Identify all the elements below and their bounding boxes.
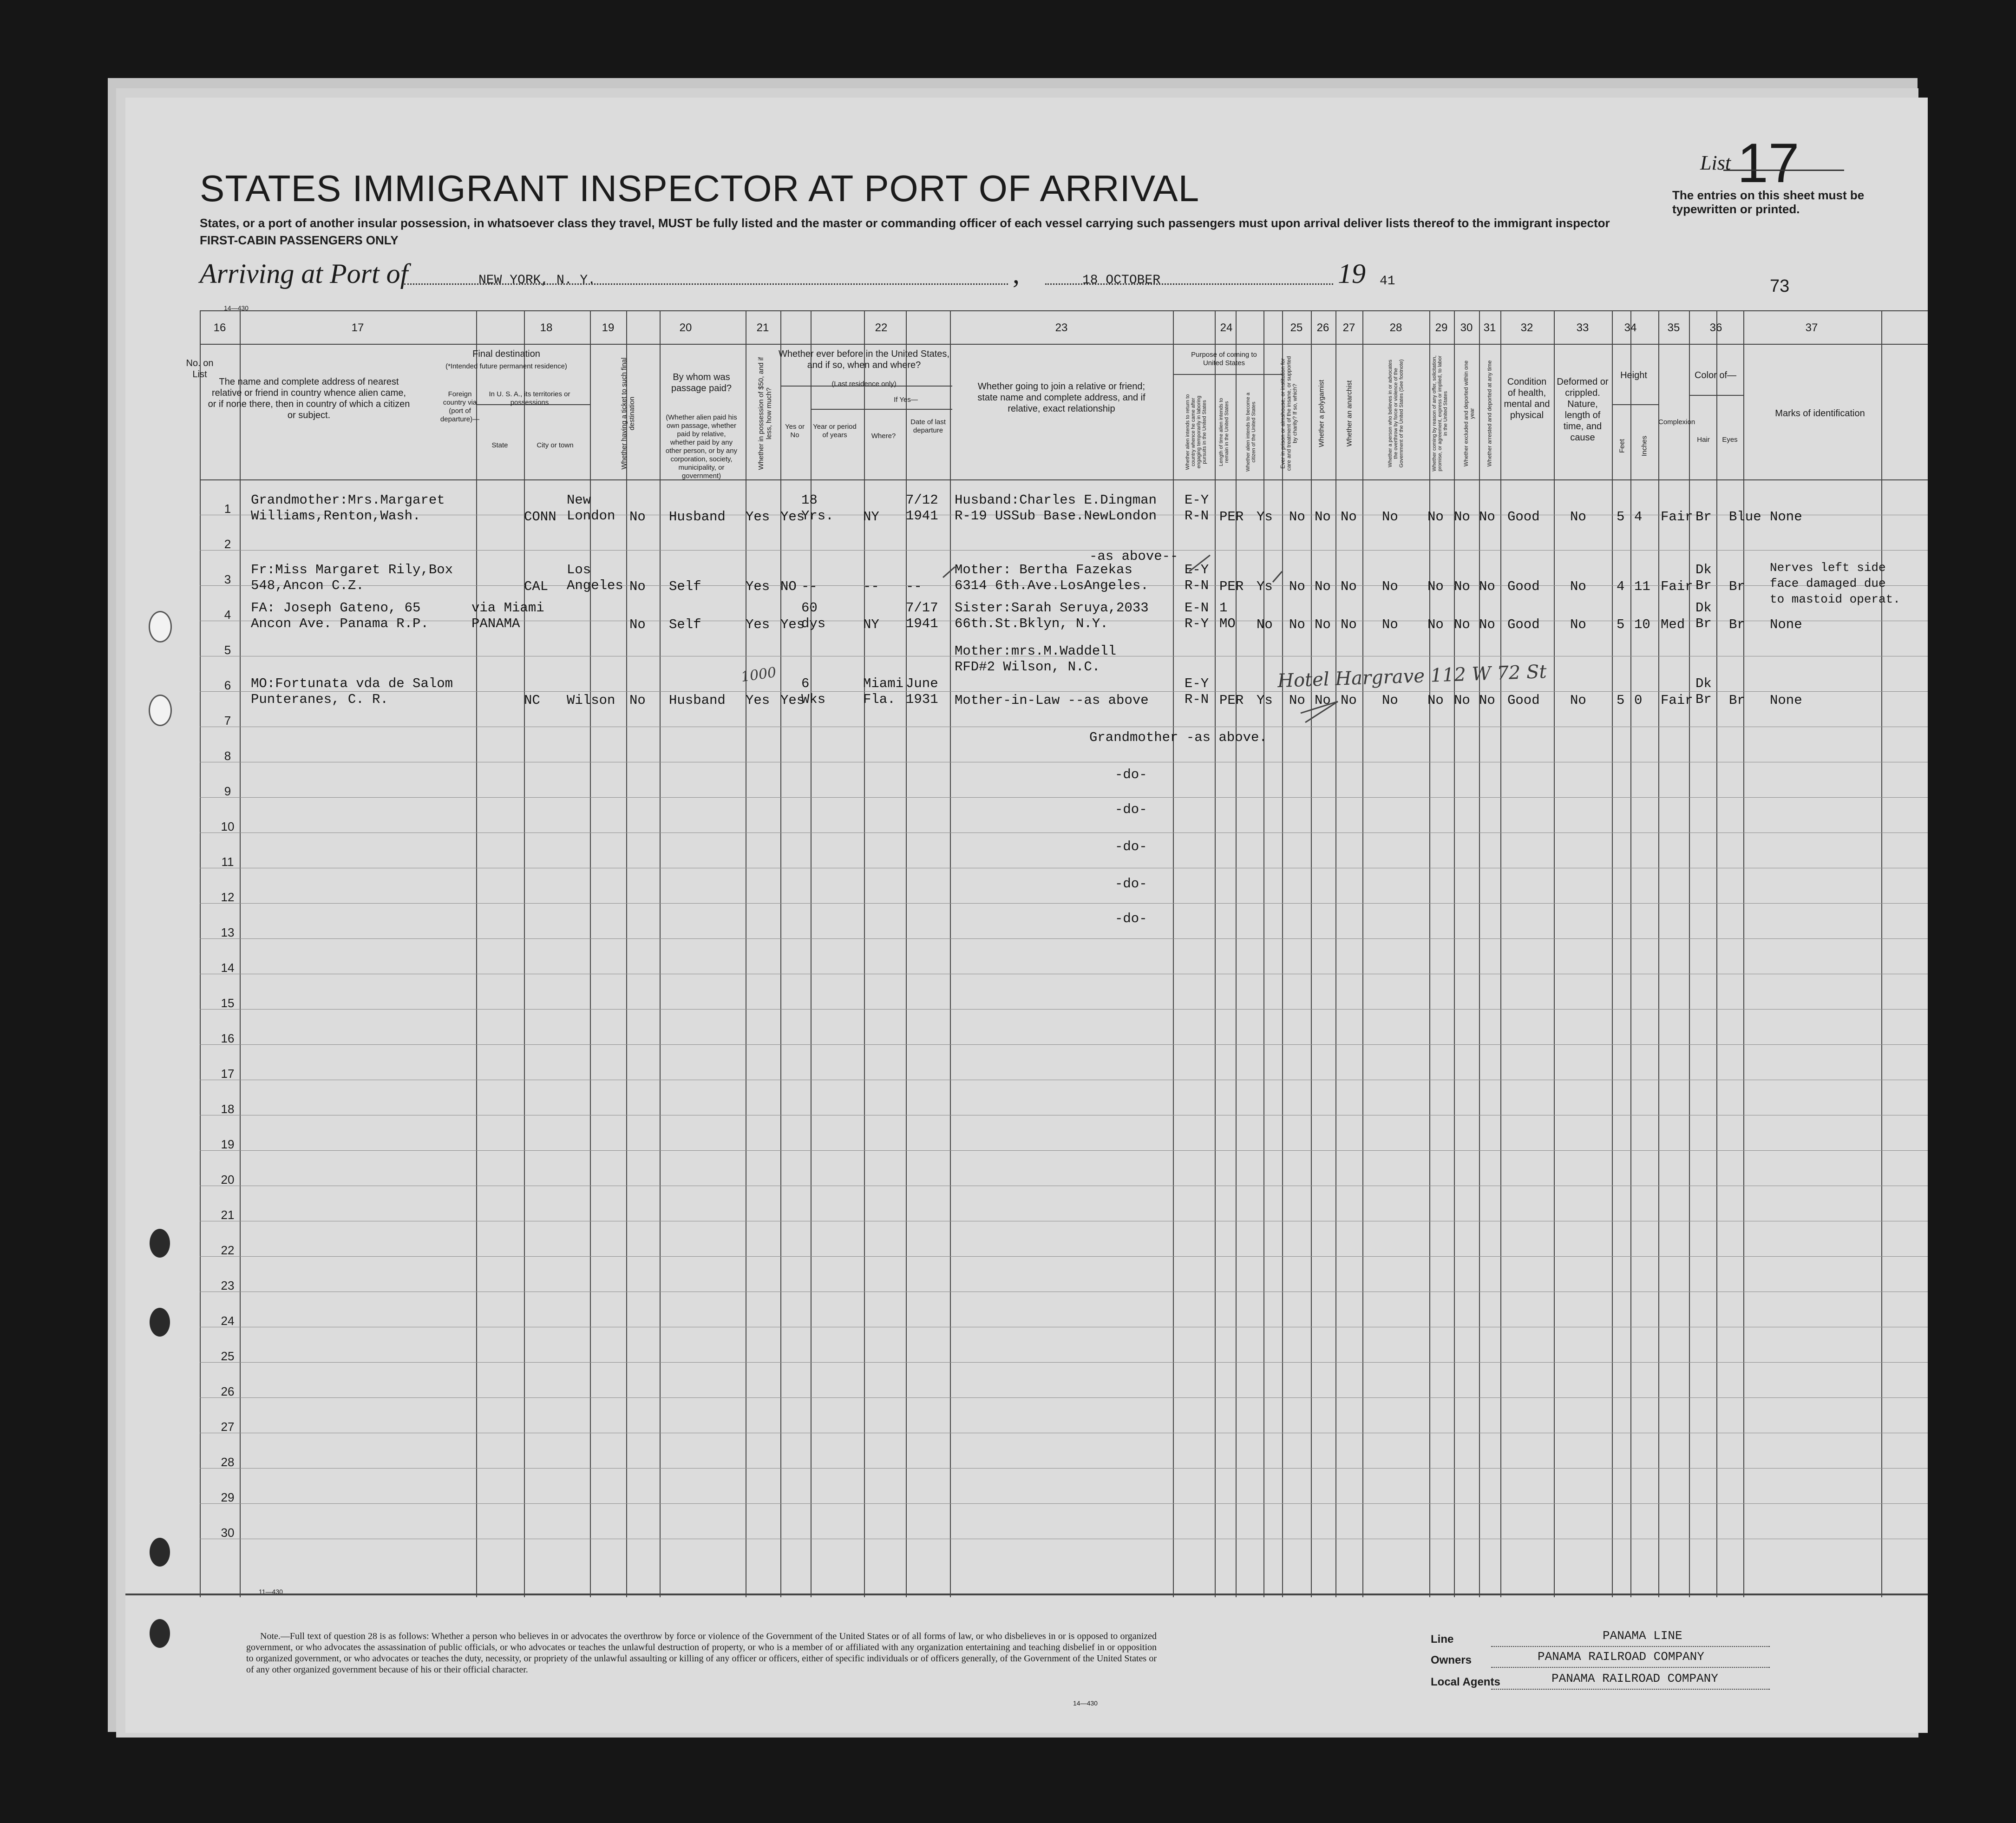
cell-health: Good — [1507, 617, 1540, 632]
cell-c17: Fr:Miss Margaret Rily,Box 548,Ancon C.Z. — [251, 562, 453, 593]
form-number: 11—430 — [259, 1588, 283, 1595]
row-number: 7 — [224, 714, 231, 728]
header-c18-state: State — [491, 441, 508, 449]
cell-city: New London — [567, 492, 615, 524]
line-label: Line — [1431, 1633, 1454, 1646]
cell-hair: Br — [1695, 509, 1712, 525]
row-rule — [200, 938, 1928, 939]
cell-prison: No — [1289, 617, 1305, 632]
column-number: 16 — [213, 321, 226, 334]
cell-prison: No — [1289, 509, 1305, 525]
cell-paid: Self — [669, 579, 701, 594]
cell-years: -- — [801, 579, 818, 594]
cell-departure: 7/12 1941 — [906, 492, 938, 524]
cell-before: Yes — [780, 509, 805, 525]
header-c20-note: (Whether alien paid his own passage, whether paid by relative, whether paid by any other person, or by any corporation, society, municipality, or government) — [665, 413, 738, 480]
cell-overthrow: No — [1382, 693, 1398, 708]
cell-years: 6 Wks — [801, 676, 826, 707]
row-number: 25 — [221, 1349, 235, 1363]
list-label: List — [1700, 151, 1731, 174]
header-c18: Final destination — [472, 349, 540, 359]
column-number: 37 — [1805, 321, 1818, 334]
check-mark — [1301, 702, 1338, 722]
list-number: 17 — [1737, 132, 1800, 194]
cell-where: NY — [863, 509, 879, 525]
cell-paid: Self — [669, 617, 701, 632]
row-number: 21 — [221, 1208, 235, 1222]
cell-join: -do- — [1115, 876, 1147, 892]
cell-offer: No — [1427, 617, 1444, 632]
header-c22-date: Date of last departure — [910, 418, 946, 434]
column-number: 32 — [1520, 321, 1533, 334]
cell-feet: 4 — [1617, 579, 1625, 594]
row-rule — [200, 1503, 1928, 1504]
cell-polygamist: No — [1315, 617, 1331, 632]
header-c22-yesno: Yes or No — [785, 423, 805, 439]
cell-join: -do- — [1115, 911, 1147, 926]
column-number: 17 — [351, 321, 364, 334]
cell-join: Mother-in-Law --as above — [955, 693, 1149, 708]
cell-c17: MO:Fortunata vda de Salom Punteranes, C. R. — [251, 676, 453, 707]
header-c24-length: Length of time alien intends to remain in the United States — [1218, 398, 1230, 466]
column-number: 28 — [1389, 321, 1402, 334]
cell-hair: Dk Br — [1695, 676, 1712, 707]
cell-purpose: E-N R-Y — [1185, 600, 1209, 631]
column-number: 30 — [1460, 321, 1473, 334]
row-number: 13 — [221, 925, 235, 939]
header-c33: Deformed or crippled. Nature, length of time, and cause — [1557, 377, 1609, 443]
cell-deformed: No — [1570, 579, 1586, 594]
header-c18-note: (*Intended future permanent residence) — [445, 362, 567, 370]
cell-anarchist: No — [1341, 617, 1357, 632]
cell-join: Sister:Sarah Seruya,2033 66th.St.Bklyn, N.Y. — [955, 600, 1149, 631]
cell-paid: Husband — [669, 509, 726, 525]
cell-ticket: No — [629, 617, 646, 632]
line-underline — [1491, 1646, 1770, 1647]
row-number: 9 — [224, 784, 231, 798]
cell-before: NO — [780, 579, 797, 594]
cell-feet: 5 — [1617, 509, 1625, 525]
cell-prison: No — [1289, 693, 1305, 708]
binder-hole — [150, 1538, 170, 1567]
column-number: 26 — [1316, 321, 1329, 334]
year-prefix: 19 — [1338, 258, 1366, 289]
cell-marks: None — [1770, 693, 1802, 708]
column-number: 22 — [875, 321, 888, 334]
cell-hair: Dk Br — [1695, 562, 1712, 593]
header-c18-foreign: Foreign country via (port of departure)— — [440, 390, 480, 423]
cell-ticket: No — [629, 579, 646, 594]
cell-departure: 7/17 1941 — [906, 600, 938, 631]
cell-fifty: Yes — [746, 617, 770, 632]
cell-anarchist: No — [1341, 509, 1357, 525]
row-number: 16 — [221, 1031, 235, 1045]
column-number: 33 — [1576, 321, 1589, 334]
row-number: 2 — [224, 537, 231, 551]
cell-deformed: No — [1570, 509, 1586, 525]
column-number: 34 — [1624, 321, 1637, 334]
cell-join: Mother:mrs.M.Waddell RFD#2 Wilson, N.C. — [955, 643, 1117, 675]
cell-inches: 0 — [1634, 693, 1643, 708]
cell-health: Good — [1507, 693, 1540, 708]
header-c18-city: City or town — [537, 441, 574, 449]
cell-before: Yes — [780, 617, 805, 632]
row-number: 19 — [221, 1137, 235, 1151]
header-c30: Whether excluded and deported within one year — [1463, 360, 1475, 467]
arriving-label: Arriving at Port of — [200, 258, 408, 289]
cell-anarchist: No — [1341, 579, 1357, 594]
cell-arrested: No — [1479, 579, 1495, 594]
header-c29: Whether coming by reason of any offer, solicitation, promise, or agreement, express or implied, to labor in the United States — [1432, 355, 1448, 472]
cell-marks: None — [1770, 617, 1802, 632]
cell-join: Husband:Charles E.Dingman R-19 USSub Base.NewLondon — [955, 492, 1157, 524]
row-number: 22 — [221, 1243, 235, 1257]
cell-citizen: Ys — [1257, 509, 1273, 525]
row-number: 18 — [221, 1102, 235, 1116]
cell-offer: No — [1427, 509, 1444, 525]
cell-overthrow: No — [1382, 509, 1398, 525]
row-number: 29 — [221, 1490, 235, 1504]
handwritten-hotel-note: Hotel Hargrave 112 W 72 St — [1277, 661, 1547, 692]
cell-where: Miami Fla. — [863, 676, 904, 707]
row-rule — [200, 1468, 1928, 1469]
row-rule — [200, 1044, 1928, 1045]
check-mark — [1273, 571, 1282, 582]
cell-inches: 4 — [1634, 509, 1643, 525]
cell-arrested: No — [1479, 509, 1495, 525]
cell-fifty: Yes — [746, 693, 770, 708]
row-number: 30 — [221, 1526, 235, 1540]
row-rule — [200, 1009, 1928, 1010]
cell-citizen: Ys — [1257, 693, 1273, 708]
cell-marks: Nerves left side face damaged due to mastoid operat. — [1770, 561, 1900, 606]
cell-arrested: No — [1479, 693, 1495, 708]
page-title: STATES IMMIGRANT INSPECTOR AT PORT OF ARRIVAL — [200, 168, 1200, 209]
column-number: 24 — [1220, 321, 1233, 334]
cell-join: -do- — [1115, 767, 1147, 782]
row-number: 3 — [224, 572, 231, 586]
header-c35: Complexion — [1658, 418, 1695, 426]
cell-length: PER — [1219, 579, 1244, 594]
header-c24: Purpose of coming to United States — [1191, 351, 1257, 367]
header-c34-inches: Inches — [1640, 435, 1649, 457]
cell-citizen: No — [1257, 617, 1273, 632]
row-number: 27 — [221, 1420, 235, 1434]
cell-deformed: No — [1570, 617, 1586, 632]
cell-offer: No — [1427, 579, 1444, 594]
cell-ticket: No — [629, 509, 646, 525]
row-number: 4 — [224, 608, 231, 622]
cell-inches: 10 — [1634, 617, 1650, 632]
cell-length: PER — [1219, 693, 1244, 708]
cell-state: CONN — [524, 509, 556, 525]
cell-feet: 5 — [1617, 693, 1625, 708]
column-number: 31 — [1483, 321, 1496, 334]
binder-hole — [150, 1229, 170, 1258]
cell-fifty: Yes — [746, 509, 770, 525]
check-mark — [943, 567, 955, 577]
row-number: 15 — [221, 996, 235, 1010]
manifest-sheet — [125, 98, 1928, 1733]
header-c22-ifyes: If Yes— — [894, 396, 918, 404]
binder-hole — [150, 1308, 170, 1337]
form-number: 14—430 — [1073, 1699, 1098, 1707]
column-number: 27 — [1342, 321, 1355, 334]
cell-paid: Husband — [669, 693, 726, 708]
class-label: FIRST-CABIN PASSENGERS ONLY — [200, 233, 399, 247]
footnote: Note.—Full text of question 28 is as follows: Whether a person who believes in or advocates the overthrow by force or violence of the Government of the United States or of all forms of law, or who disbelieves in or is opposed to organized government, or who advocates the assassination of public officials, or who advocates or teaches the unlawful destruction of property, or who is a member of or affiliated with any organization entertaining and teaching disbelief in or opposition to organized government, or who advocates or teaches the duty, necessity, or propriety of the unlawful assaulting or killing of any officer or officers, either of specific individuals or of officers generally, of the Government of the United States or of any other organized government because of his or their official character. — [246, 1631, 1157, 1675]
cell-join: Grandmother -as above. — [1089, 730, 1267, 745]
column-number: 21 — [756, 321, 769, 334]
column-number: 23 — [1055, 321, 1068, 334]
agents-value: PANAMA RAILROAD COMPANY — [1551, 1672, 1718, 1685]
cell-arrested: No — [1479, 617, 1495, 632]
cell-years: 18 Yrs. — [801, 492, 834, 524]
column-number: 36 — [1709, 321, 1722, 334]
cell-offer: No — [1427, 693, 1444, 708]
header-c28: Whether a person who believes in or advocates the overthrow by force or violence of the Government of the United States (See footnote) — [1388, 359, 1404, 468]
cell-excluded: No — [1454, 509, 1470, 525]
header-c16: No. on List — [186, 358, 214, 380]
binder-hole — [150, 1619, 170, 1648]
cell-overthrow: No — [1382, 617, 1398, 632]
row-number: 23 — [221, 1279, 235, 1292]
year-suffix: 41 — [1380, 274, 1395, 289]
cell-anarchist: No — [1341, 693, 1357, 708]
header-c26: Whether a polygamist — [1317, 380, 1326, 447]
cell-complexion: Fair — [1661, 509, 1693, 525]
column-number: 29 — [1435, 321, 1448, 334]
row-number: 1 — [224, 502, 231, 516]
cell-fifty: Yes — [746, 579, 770, 594]
cell-complexion: Med — [1661, 617, 1685, 632]
row-number: 5 — [224, 643, 231, 657]
cell-overthrow: No — [1382, 579, 1398, 594]
cell-purpose: E-Y R-N — [1185, 562, 1209, 593]
header-c32: Condition of health, mental and physical — [1504, 377, 1550, 420]
cell-health: Good — [1507, 579, 1540, 594]
header-c22: Whether ever before in the United States, and if so, when and where? — [779, 349, 949, 370]
cell-eyes: Br — [1729, 693, 1745, 708]
row-number: 26 — [221, 1384, 235, 1398]
cell-polygamist: No — [1315, 579, 1331, 594]
cell-citizen: Ys — [1257, 579, 1273, 594]
cell-join: -as above-- — [1089, 549, 1178, 564]
column-number: 35 — [1667, 321, 1680, 334]
header-c22-year: Year or period of years — [813, 423, 857, 439]
row-number: 24 — [221, 1314, 235, 1328]
header-c27: Whether an anarchist — [1345, 380, 1354, 447]
row-number: 11 — [221, 855, 234, 869]
cell-health: Good — [1507, 509, 1540, 525]
cell-where: -- — [863, 579, 879, 594]
owners-value: PANAMA RAILROAD COMPANY — [1538, 1650, 1704, 1664]
cell-foreign: via Miami PANAMA — [471, 600, 544, 631]
cell-state: CAL — [524, 579, 549, 594]
separator: , — [1013, 258, 1020, 289]
header-c37: Marks of identification — [1775, 408, 1865, 419]
cell-excluded: No — [1454, 579, 1470, 594]
port-value: NEW YORK, N. Y. — [478, 273, 596, 288]
instructions-text: States, or a port of another insular possession, in whatsoever class they travel, MUST be fully listed and the master or commanding officer of each vessel carrying such passengers must upon arrival deliver lists thereof to the immigrant inspector — [200, 216, 1610, 230]
cell-marks: None — [1770, 509, 1802, 525]
cell-where: NY — [863, 617, 879, 632]
header-c21: Whether in possession of $50, and if less, how much? — [757, 357, 773, 470]
handwritten-amount: 1000 — [740, 664, 778, 686]
cell-polygamist: No — [1315, 693, 1331, 708]
cell-purpose: E-Y R-N — [1185, 492, 1209, 524]
cell-polygamist: No — [1315, 509, 1331, 525]
cell-join: -do- — [1115, 839, 1147, 854]
cell-length: 1 MO — [1219, 600, 1236, 631]
owners-underline — [1491, 1667, 1770, 1668]
cell-departure: -- — [906, 579, 922, 594]
cell-eyes: Br — [1729, 617, 1745, 632]
cell-complexion: Fair — [1661, 693, 1693, 708]
header-c19: Whether having a ticket to such final destination — [620, 357, 636, 470]
header-c17: The name and complete address of nearest relative or friend in country whence alien came, or if none there, then in country of which a citizen or subject. — [208, 377, 410, 420]
header-c22-where: Where? — [871, 432, 896, 440]
row-number: 6 — [224, 678, 231, 692]
cell-years: 60 dys — [801, 600, 826, 631]
header-c18-usa: In U. S. A., its territories or possessions — [489, 390, 570, 407]
cell-c17: Grandmother:Mrs.Margaret Williams,Renton,Wash. — [251, 492, 445, 524]
cell-feet: 5 — [1617, 617, 1625, 632]
row-number: 20 — [221, 1173, 235, 1187]
check-marks — [125, 98, 1928, 887]
cell-hair: Dk Br — [1695, 600, 1712, 631]
entries-note: The entries on this sheet must be typewritten or printed. — [1672, 188, 1865, 216]
column-number: 18 — [540, 321, 553, 334]
cell-length: PER — [1219, 509, 1244, 525]
cell-c17: FA: Joseph Gateno, 65 Ancon Ave. Panama R.P. — [251, 600, 429, 631]
cell-join: Mother: Bertha Fazekas 6314 6th.Ave.LosAngeles. — [955, 562, 1149, 593]
row-rule — [200, 1397, 1928, 1398]
cell-eyes: Br — [1729, 579, 1745, 594]
agents-underline — [1491, 1689, 1770, 1690]
cell-excluded: No — [1454, 693, 1470, 708]
cell-complexion: Fair — [1661, 579, 1693, 594]
header-c36-hair: Hair — [1697, 436, 1710, 444]
header-c36-eyes: Eyes — [1722, 436, 1738, 444]
header-c34: Height — [1620, 370, 1647, 380]
column-number: 19 — [602, 321, 615, 334]
cell-join: -do- — [1115, 802, 1147, 817]
header-c25: Ever in prison or almshouse, or institution for care and treatment of the insane, or supported by charity? If so, which? — [1279, 356, 1298, 471]
cell-prison: No — [1289, 579, 1305, 594]
row-rule — [200, 903, 1928, 904]
header-c23: Whether going to join a relative or friend; state name and complete address, and if relative, exact relationship — [977, 381, 1145, 414]
header-c24-citizen: Whether alien intends to become a citizen of the United States — [1245, 393, 1257, 472]
row-rule — [200, 1362, 1928, 1363]
page-number: 73 — [1770, 276, 1790, 296]
header-c20: By whom was passage paid? — [671, 372, 732, 393]
arrival-date: 18 OCTOBER — [1082, 273, 1161, 288]
cell-city: Los Angeles — [567, 562, 623, 593]
row-number: 12 — [221, 890, 235, 904]
owners-label: Owners — [1431, 1654, 1472, 1666]
footer-rule — [125, 1593, 1928, 1595]
column-number: 20 — [679, 321, 692, 334]
cell-ticket: No — [629, 693, 646, 708]
cell-excluded: No — [1454, 617, 1470, 632]
form-number: 14—430 — [224, 304, 249, 312]
header-c36: Color of— — [1694, 370, 1737, 380]
cell-inches: 11 — [1634, 579, 1650, 594]
column-number: 25 — [1290, 321, 1303, 334]
header-c34-feet: Feet — [1618, 439, 1626, 453]
line-value: PANAMA LINE — [1603, 1629, 1682, 1643]
cell-city: Wilson — [567, 693, 615, 708]
cell-before: Yes — [780, 693, 805, 708]
row-rule — [200, 1150, 1928, 1151]
header-c31: Whether arrested and deported at any time — [1486, 360, 1493, 467]
check-mark — [1189, 555, 1210, 571]
row-number: 10 — [221, 820, 235, 833]
agents-label: Local Agents — [1431, 1676, 1500, 1688]
cell-deformed: No — [1570, 693, 1586, 708]
header-c24-return: Whether alien intends to return to country whence he came after engaging temporarily in laboring pursuits in the United States — [1185, 394, 1207, 470]
cell-eyes: Blue — [1729, 509, 1761, 525]
row-number: 8 — [224, 749, 231, 763]
cell-state: NC — [524, 693, 540, 708]
row-number: 17 — [221, 1067, 235, 1081]
row-rule — [200, 1256, 1928, 1257]
row-number: 14 — [221, 961, 235, 975]
header-c22-note: (Last residence only) — [831, 380, 897, 388]
row-number: 28 — [221, 1455, 235, 1469]
cell-purpose: E-Y R-N — [1185, 676, 1209, 707]
cell-departure: June 1931 — [906, 676, 938, 707]
